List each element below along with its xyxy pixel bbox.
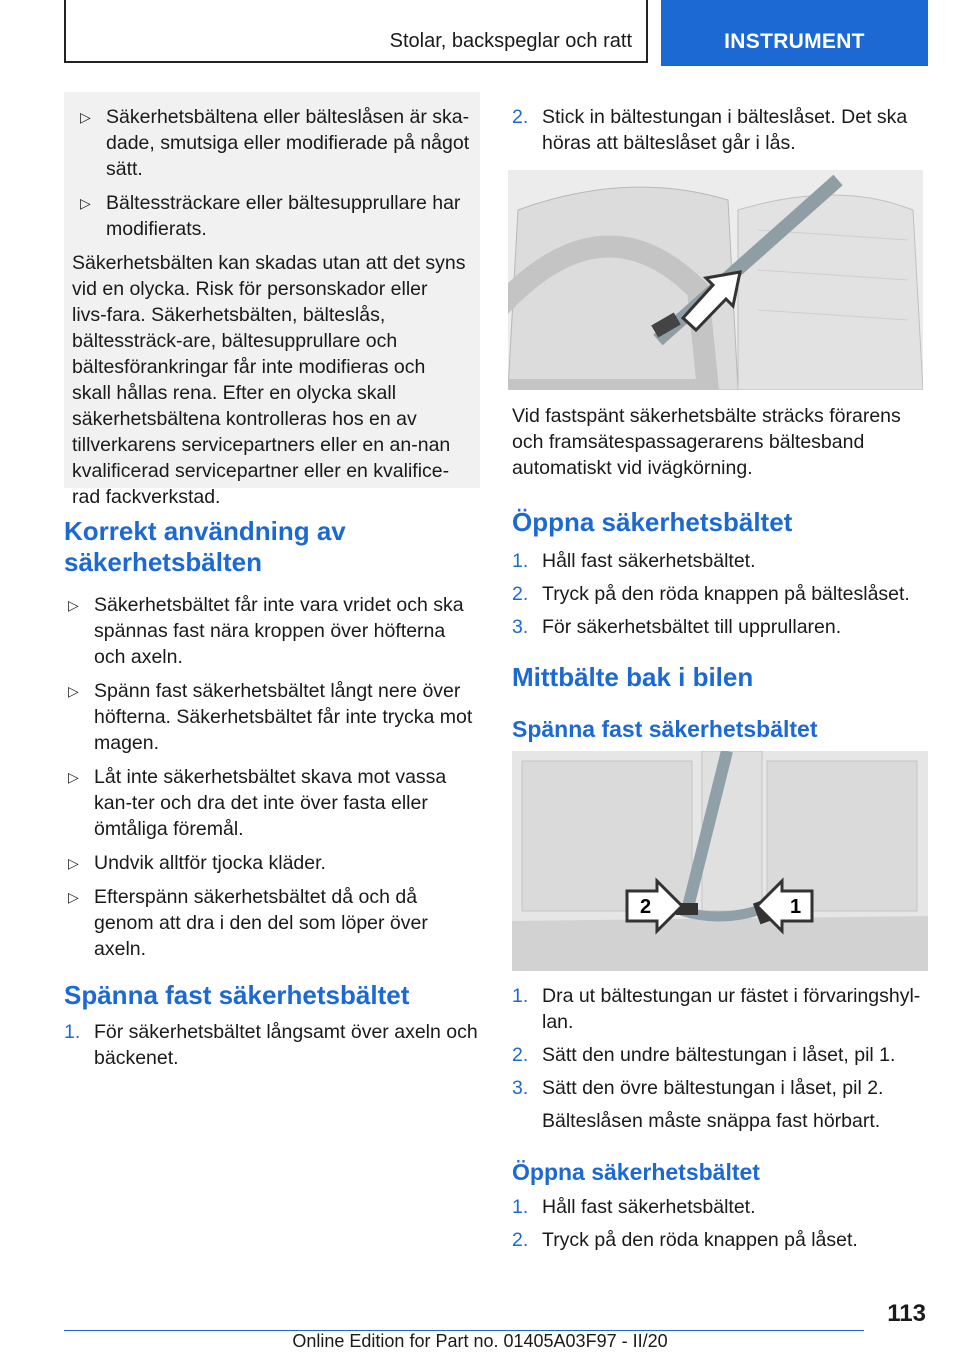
auto-tension-text: Vid fastspänt säkerhetsbälte sträcks förarens och framsätespassagerarens bältesband automatiskt vid ivägkörning. [512,405,901,479]
section-heading: Öppna säkerhetsbältet [512,507,793,537]
triangle-bullet-icon: ▷ [68,769,79,785]
section-heading: Korrekt användning av säkerhetsbälten [64,516,346,577]
triangle-bullet-icon: ▷ [68,683,79,699]
triangle-bullet-icon: ▷ [68,889,79,905]
list-item: ▷ Säkerhetsbältet får inte vara vridet och ska spännas fast nära kroppen över höfterna och axeln. [68,594,464,668]
step-item: 2. Stick in bältestungan i bälteslåset. Det ska höras att bälteslåset går i lås. [512,106,908,154]
section-title: Stolar, backspeglar och ratt [389,30,632,52]
list-item: ▷ Spänn fast säkerhetsbältet långt nere över höfterna. Säkerhetsbältet får inte trycka mot magen. [68,680,473,754]
step-item: 1. Håll fast säkerhetsbältet. [512,1196,756,1218]
rear-seatbelt-figure [512,751,928,971]
section-tab [64,0,648,63]
step-item: 2. Tryck på den röda knappen på låset. [512,1229,858,1251]
triangle-bullet-icon: ▷ [68,855,79,871]
rear-seat-illustration [512,751,928,971]
subsection-heading: Spänna fast säkerhetsbältet [512,716,818,742]
triangle-bullet-icon: ▷ [68,597,79,613]
subsection-heading: Öppna säkerhetsbältet [512,1159,760,1185]
warning-note [64,92,480,508]
footer-edition: Online Edition for Part no. 01405A03F97 - II/20 [292,1331,668,1351]
triangle-bullet-icon: ▷ [80,195,91,211]
page-number: 113 [887,1300,926,1327]
step-item: 1. För säkerhetsbältet långsamt över axeln och bäckenet. [64,1021,478,1069]
step-item: 1. Håll fast säkerhetsbältet. [512,550,756,572]
list-item: ▷ Bältessträckare eller bältesupprullare har modifierats. [80,192,461,240]
step-item: 3. För säkerhetsbältet till upprullaren. [512,616,842,638]
triangle-bullet-icon: ▷ [80,109,91,125]
arrow-2-label: 2 [640,896,652,918]
list-item: ▷ Låt inte säkerhetsbältet skava mot vassa kan-ter och dra det inte över fasta eller ömtåliga föremål. [68,766,447,840]
step-item: 2. Sätt den undre bältestungan i låset, pil 1. [512,1044,896,1066]
chapter-tab [661,0,928,66]
list-item: ▷ Efterspänn säkerhetsbältet då och då genom att dra i den del som löper över axeln. [68,886,428,960]
section-heading: Mittbälte bak i bilen [512,662,754,692]
page-header [64,0,928,66]
seatbelt-buckle-figure [508,170,923,390]
section-heading: Spänna fast säkerhetsbältet [64,980,410,1010]
chapter-title: INSTRUMENT [724,30,865,53]
fasten-note: Bälteslåsen måste snäppa fast hörbart. [542,1110,881,1132]
list-item: ▷ Undvik alltför tjocka kläder. [68,852,326,874]
step-item: 1. Dra ut bältestungan ur fästet i förvaringshyl-lan. [512,985,921,1033]
arrow-1-label: 1 [790,896,802,918]
note-text: Säkerhetsbälten kan skadas utan att det syns vid en olycka. Risk för personskador eller livs-fara. Säkerhetsbälten, bälteslås, bältessträck-are, bältesupprullare och bältesförankringar får inte modifieras och skall hållas rena. Efter en olycka skall säkerhetsbältena kontrolleras hos en av tillverkarens servicepartners eller en an-nan kvalificerad servicepartner eller en kvalifice-rad fackverkstad. [72,252,466,508]
list-item: ▷ Säkerhetsbältena eller bälteslåsen är ska-dade, smutsiga eller modifierade på något sätt. [80,106,470,180]
seat-illustration [508,170,923,390]
step-item: 3. Sätt den övre bältestungan i låset, pil 2. [512,1077,884,1099]
step-item: 2. Tryck på den röda knappen på bälteslåset. [512,583,910,605]
